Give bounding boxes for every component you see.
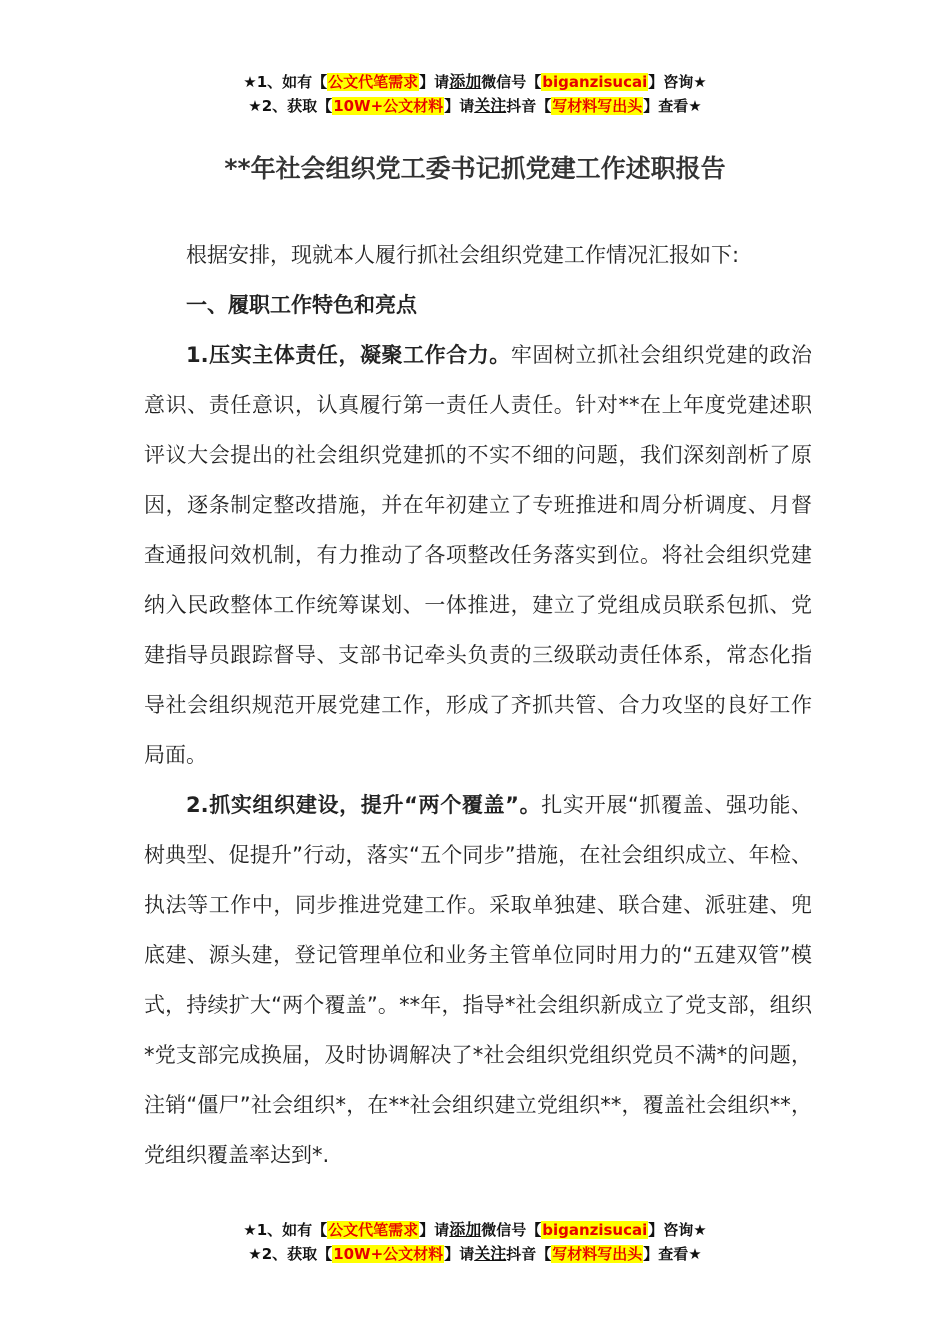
- document-title: **年社会组织党工委书记抓党建工作述职报告: [224, 154, 726, 183]
- promo-text: ★1、如有【: [243, 73, 328, 91]
- item-1-lead: 1.压实主体责任，凝聚工作合力。: [186, 343, 511, 367]
- item-1-body: 牢固树立抓社会组织党建的政治意识、责任意识，认真履行第一责任人责任。针对**在上年度党建述职评议大会提出的社会组织党建抓的不实不细的问题，我们深刻剖析了原因，逐条制定整改措施，并在年初建立了专班推进和周分析调度、月督查通报问效机制，有力推动了各项整改任务落实到位。将社会组织党建纳入民政整体工作统筹谋划、一体推进，建立了党组成员联系包抓、党建指导员跟踪督导、支部书记牵头负责的三级联动责任体系，常态化指导社会组织规范开展党建工作，形成了齐抓共管、合力攻坚的良好工作局面。: [144, 343, 812, 767]
- document-body: [144, 230, 812, 1180]
- promo-text: 】请: [419, 1221, 450, 1239]
- promo-highlight: 10W+公文材料: [333, 97, 444, 115]
- promo-line-1: [0, 70, 950, 94]
- promo-text: 】请: [419, 73, 450, 91]
- promo-text: ★2、获取【: [248, 1245, 333, 1263]
- item-1-paragraph: [144, 330, 812, 780]
- promo-text: 微信号【: [481, 1221, 542, 1239]
- promo-text: 抖音【: [506, 97, 552, 115]
- promo-text: 】咨询★: [648, 1221, 707, 1239]
- promo-highlight: biganzisucai: [542, 73, 648, 91]
- promo-highlight: 公文代笔需求: [328, 1221, 419, 1239]
- promo-text: 】请: [444, 1245, 475, 1263]
- item-2-paragraph: [144, 780, 812, 1180]
- promo-text: ★1、如有【: [243, 1221, 328, 1239]
- promo-text: 】请: [444, 97, 475, 115]
- promo-text: 】查看★: [643, 1245, 702, 1263]
- intro-paragraph: 根据安排，现就本人履行抓社会组织党建工作情况汇报如下:: [186, 243, 740, 267]
- promo-text: 抖音【: [506, 1245, 552, 1263]
- promo-underlined: 添加: [449, 1220, 482, 1239]
- promo-underlined: 关注: [474, 96, 507, 115]
- promo-banner-top: [0, 70, 950, 118]
- promo-underlined: 添加: [449, 72, 482, 91]
- promo-highlight: 10W+公文材料: [333, 1245, 444, 1263]
- promo-line-1: [0, 1218, 950, 1242]
- item-2-lead: 2.抓实组织建设，提升“两个覆盖”。: [186, 793, 542, 817]
- promo-highlight: 写材料写出头: [552, 1245, 643, 1263]
- promo-text: 】查看★: [643, 97, 702, 115]
- promo-text: ★2、获取【: [248, 97, 333, 115]
- promo-text: 】咨询★: [648, 73, 707, 91]
- promo-underlined: 关注: [474, 1244, 507, 1263]
- promo-line-2: [0, 94, 950, 118]
- promo-highlight: 公文代笔需求: [328, 73, 419, 91]
- promo-line-2: [0, 1242, 950, 1266]
- item-2-body: 扎实开展“抓覆盖、强功能、树典型、促提升”行动，落实“五个同步”措施，在社会组织成立、年检、执法等工作中，同步推进党建工作。采取单独建、联合建、派驻建、兜底建、源头建，登记管理单位和业务主管单位同时用力的“五建双管”模式，持续扩大“两个覆盖”。**年，指导*社会组织新成立了党支部，组织*党支部完成换届，及时协调解决了*社会组织党组织党员不满*的问题，注销“僵尸”社会组织*，在**社会组织建立党组织**，覆盖社会组织**，党组织覆盖率达到*.: [144, 793, 812, 1167]
- promo-highlight: biganzisucai: [542, 1221, 648, 1239]
- promo-highlight: 写材料写出头: [552, 97, 643, 115]
- section-heading: 一、履职工作特色和亮点: [186, 293, 417, 317]
- promo-banner-bottom: [0, 1218, 950, 1266]
- promo-text: 微信号【: [481, 73, 542, 91]
